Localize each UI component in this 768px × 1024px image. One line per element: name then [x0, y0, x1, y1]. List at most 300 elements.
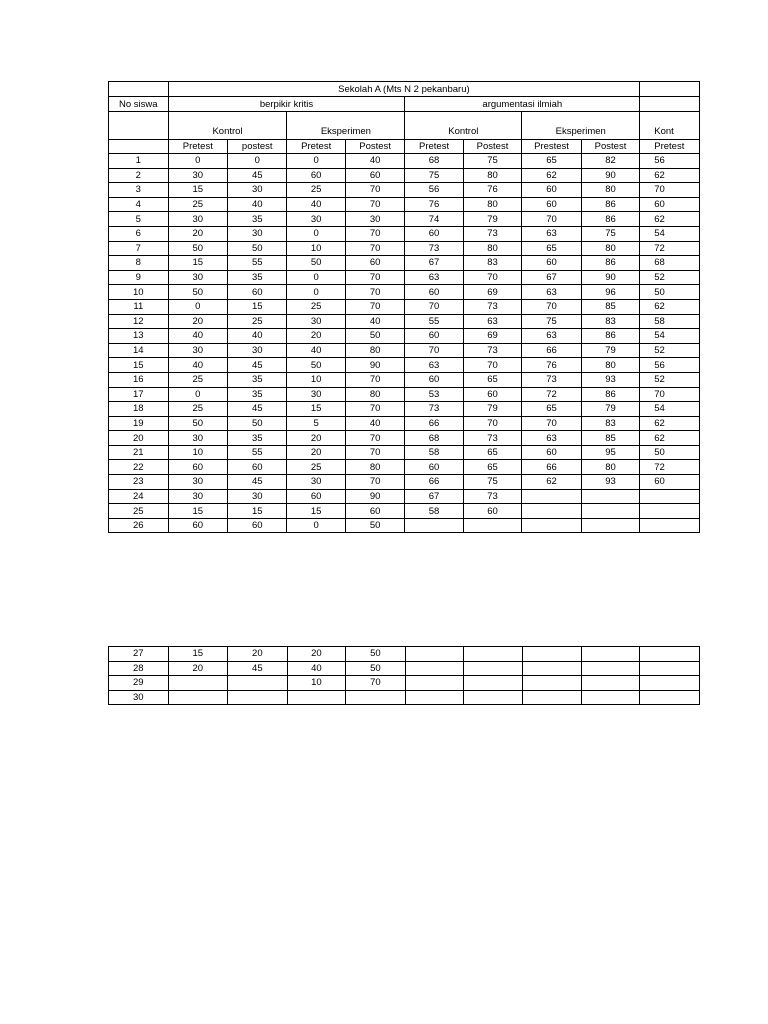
- score-cell[interactable]: 67: [405, 489, 463, 504]
- score-cell[interactable]: [464, 647, 522, 662]
- score-cell[interactable]: 60: [345, 504, 404, 519]
- score-cell[interactable]: 53: [405, 387, 463, 402]
- score-cell[interactable]: 30: [228, 489, 287, 504]
- score-cell[interactable]: 60: [640, 197, 700, 212]
- score-cell[interactable]: 62: [522, 168, 582, 183]
- row-number-cell[interactable]: 27: [109, 647, 169, 662]
- score-cell[interactable]: 45: [228, 168, 287, 183]
- score-cell[interactable]: 63: [522, 285, 582, 300]
- score-cell[interactable]: 75: [463, 475, 521, 490]
- score-cell[interactable]: 80: [463, 168, 521, 183]
- score-cell[interactable]: [522, 504, 582, 519]
- pretest-header[interactable]: Pretest: [287, 140, 345, 154]
- score-cell[interactable]: 40: [228, 329, 287, 344]
- score-cell[interactable]: 72: [640, 460, 700, 475]
- score-cell[interactable]: 25: [287, 183, 345, 198]
- score-cell[interactable]: 25: [287, 460, 345, 475]
- score-cell[interactable]: 93: [581, 475, 639, 490]
- score-cell[interactable]: 50: [345, 518, 404, 533]
- score-cell[interactable]: 30: [287, 212, 345, 227]
- score-cell[interactable]: 70: [522, 299, 582, 314]
- row-number-cell[interactable]: 22: [109, 460, 169, 475]
- score-cell[interactable]: 30: [168, 431, 227, 446]
- score-cell[interactable]: 90: [345, 489, 404, 504]
- row-number-cell[interactable]: 28: [109, 661, 169, 676]
- score-cell[interactable]: [522, 661, 581, 676]
- score-cell[interactable]: 0: [287, 270, 345, 285]
- score-cell[interactable]: 74: [405, 212, 463, 227]
- score-cell[interactable]: 60: [640, 475, 700, 490]
- score-cell[interactable]: 0: [168, 387, 227, 402]
- score-cell[interactable]: 50: [168, 241, 227, 256]
- score-cell[interactable]: 60: [522, 183, 582, 198]
- score-cell[interactable]: 70: [405, 343, 463, 358]
- score-cell[interactable]: 70: [345, 270, 404, 285]
- score-cell[interactable]: 83: [581, 416, 639, 431]
- score-cell[interactable]: 80: [463, 197, 521, 212]
- score-cell[interactable]: [640, 518, 700, 533]
- score-cell[interactable]: 40: [345, 416, 404, 431]
- score-cell[interactable]: 15: [228, 299, 287, 314]
- score-cell[interactable]: 62: [640, 431, 700, 446]
- score-cell[interactable]: 67: [522, 270, 582, 285]
- row-number-cell[interactable]: 17: [109, 387, 169, 402]
- row-number-cell[interactable]: 20: [109, 431, 169, 446]
- score-cell[interactable]: 66: [405, 416, 463, 431]
- score-cell[interactable]: 30: [287, 314, 345, 329]
- score-cell[interactable]: 76: [522, 358, 582, 373]
- score-cell[interactable]: 70: [345, 445, 404, 460]
- score-cell[interactable]: 60: [168, 518, 227, 533]
- score-cell[interactable]: 66: [405, 475, 463, 490]
- score-cell[interactable]: 58: [405, 445, 463, 460]
- score-cell[interactable]: [581, 489, 639, 504]
- score-cell[interactable]: 70: [345, 241, 404, 256]
- row-number-cell[interactable]: 16: [109, 372, 169, 387]
- score-cell[interactable]: [464, 676, 522, 691]
- row-number-cell[interactable]: 24: [109, 489, 169, 504]
- empty-header-cell[interactable]: [109, 140, 169, 154]
- score-cell[interactable]: 69: [463, 329, 521, 344]
- row-number-cell[interactable]: 13: [109, 329, 169, 344]
- empty-header-cell[interactable]: [109, 112, 169, 140]
- score-cell[interactable]: 80: [345, 343, 404, 358]
- score-cell[interactable]: 66: [522, 460, 582, 475]
- score-cell[interactable]: [405, 661, 463, 676]
- berpikir-kritis-header[interactable]: berpikir kritis: [168, 97, 405, 112]
- score-cell[interactable]: 55: [228, 256, 287, 271]
- score-cell[interactable]: 70: [345, 475, 404, 490]
- score-cell[interactable]: 85: [581, 299, 639, 314]
- cut-header-cell[interactable]: [640, 82, 700, 97]
- score-cell[interactable]: 15: [287, 402, 345, 417]
- score-cell[interactable]: 90: [581, 270, 639, 285]
- row-number-cell[interactable]: 19: [109, 416, 169, 431]
- score-cell[interactable]: [168, 676, 228, 691]
- score-cell[interactable]: 60: [405, 329, 463, 344]
- score-cell[interactable]: 56: [640, 358, 700, 373]
- row-number-cell[interactable]: 14: [109, 343, 169, 358]
- corner-cell[interactable]: [109, 82, 169, 97]
- score-cell[interactable]: 68: [405, 431, 463, 446]
- score-cell[interactable]: 76: [463, 183, 521, 198]
- row-number-cell[interactable]: 12: [109, 314, 169, 329]
- score-cell[interactable]: 80: [345, 387, 404, 402]
- score-cell[interactable]: [168, 690, 228, 705]
- score-cell[interactable]: 56: [640, 154, 700, 169]
- score-cell[interactable]: [287, 690, 346, 705]
- score-cell[interactable]: 86: [581, 197, 639, 212]
- score-cell[interactable]: 75: [522, 314, 582, 329]
- score-cell[interactable]: 25: [168, 402, 227, 417]
- score-cell[interactable]: [405, 676, 463, 691]
- score-cell[interactable]: 20: [287, 647, 346, 662]
- score-cell[interactable]: [522, 647, 581, 662]
- row-number-cell[interactable]: 5: [109, 212, 169, 227]
- pretest-header-cut[interactable]: Pretest: [640, 140, 700, 154]
- postest-header[interactable]: Postest: [463, 140, 521, 154]
- score-cell[interactable]: 52: [640, 343, 700, 358]
- score-cell[interactable]: 60: [168, 460, 227, 475]
- score-cell[interactable]: 20: [168, 314, 227, 329]
- score-cell[interactable]: 83: [463, 256, 521, 271]
- score-cell[interactable]: 73: [463, 489, 521, 504]
- score-cell[interactable]: 45: [228, 358, 287, 373]
- score-cell[interactable]: 68: [405, 154, 463, 169]
- score-cell[interactable]: 30: [228, 183, 287, 198]
- row-number-cell[interactable]: 1: [109, 154, 169, 169]
- postest-header[interactable]: Postest: [345, 140, 404, 154]
- score-cell[interactable]: 40: [287, 197, 345, 212]
- score-cell[interactable]: 67: [405, 256, 463, 271]
- score-cell[interactable]: 70: [345, 299, 404, 314]
- row-number-cell[interactable]: 23: [109, 475, 169, 490]
- score-cell[interactable]: 70: [346, 676, 406, 691]
- score-cell[interactable]: [640, 647, 700, 662]
- score-cell[interactable]: 40: [345, 154, 404, 169]
- score-cell[interactable]: 86: [581, 212, 639, 227]
- row-number-cell[interactable]: 21: [109, 445, 169, 460]
- score-cell[interactable]: [640, 504, 700, 519]
- row-number-cell[interactable]: 15: [109, 358, 169, 373]
- score-cell[interactable]: 95: [581, 445, 639, 460]
- score-cell[interactable]: 90: [345, 358, 404, 373]
- score-cell[interactable]: 60: [405, 226, 463, 241]
- score-cell[interactable]: 52: [640, 270, 700, 285]
- score-cell[interactable]: [640, 690, 700, 705]
- argumentasi-ilmiah-header[interactable]: argumentasi ilmiah: [405, 97, 640, 112]
- score-cell[interactable]: 70: [345, 197, 404, 212]
- score-cell[interactable]: 54: [640, 226, 700, 241]
- score-cell[interactable]: 70: [345, 183, 404, 198]
- score-cell[interactable]: 60: [228, 285, 287, 300]
- score-cell[interactable]: 60: [463, 504, 521, 519]
- row-number-cell[interactable]: 8: [109, 256, 169, 271]
- score-cell[interactable]: 60: [228, 460, 287, 475]
- score-cell[interactable]: [464, 690, 522, 705]
- score-cell[interactable]: 50: [287, 358, 345, 373]
- pretest-header[interactable]: Pretest: [168, 140, 227, 154]
- score-cell[interactable]: 65: [463, 460, 521, 475]
- score-cell[interactable]: 62: [522, 475, 582, 490]
- score-cell[interactable]: [581, 504, 639, 519]
- score-cell[interactable]: 82: [581, 154, 639, 169]
- row-number-cell[interactable]: 4: [109, 197, 169, 212]
- score-cell[interactable]: 50: [168, 416, 227, 431]
- score-cell[interactable]: 80: [463, 241, 521, 256]
- score-cell[interactable]: 65: [522, 241, 582, 256]
- score-cell[interactable]: 73: [405, 241, 463, 256]
- score-cell[interactable]: 35: [228, 387, 287, 402]
- score-cell[interactable]: 50: [640, 285, 700, 300]
- row-number-cell[interactable]: 11: [109, 299, 169, 314]
- score-cell[interactable]: 50: [345, 329, 404, 344]
- score-cell[interactable]: 20: [168, 661, 228, 676]
- score-cell[interactable]: [522, 676, 581, 691]
- score-cell[interactable]: 56: [405, 183, 463, 198]
- score-cell[interactable]: 15: [168, 183, 227, 198]
- score-cell[interactable]: 25: [168, 197, 227, 212]
- score-cell[interactable]: 70: [640, 387, 700, 402]
- row-number-cell[interactable]: 10: [109, 285, 169, 300]
- score-cell[interactable]: 50: [640, 445, 700, 460]
- score-cell[interactable]: [405, 518, 463, 533]
- score-cell[interactable]: [581, 690, 639, 705]
- score-cell[interactable]: 73: [463, 343, 521, 358]
- score-cell[interactable]: 0: [287, 518, 345, 533]
- score-cell[interactable]: 20: [228, 647, 288, 662]
- score-cell[interactable]: 63: [522, 329, 582, 344]
- score-cell[interactable]: 40: [345, 314, 404, 329]
- score-cell[interactable]: 80: [581, 460, 639, 475]
- score-cell[interactable]: [640, 661, 700, 676]
- row-number-cell[interactable]: 7: [109, 241, 169, 256]
- score-cell[interactable]: 35: [228, 431, 287, 446]
- score-cell[interactable]: [522, 489, 582, 504]
- score-cell[interactable]: 60: [522, 256, 582, 271]
- score-cell[interactable]: 0: [168, 154, 227, 169]
- score-cell[interactable]: 70: [345, 402, 404, 417]
- score-cell[interactable]: 80: [581, 183, 639, 198]
- row-number-cell[interactable]: 3: [109, 183, 169, 198]
- score-cell[interactable]: 65: [463, 372, 521, 387]
- score-cell[interactable]: 63: [522, 226, 582, 241]
- score-cell[interactable]: 30: [287, 387, 345, 402]
- row-number-cell[interactable]: 26: [109, 518, 169, 533]
- score-cell[interactable]: [522, 690, 581, 705]
- score-cell[interactable]: 35: [228, 270, 287, 285]
- score-cell[interactable]: [463, 518, 521, 533]
- score-cell[interactable]: 80: [581, 241, 639, 256]
- score-cell[interactable]: 62: [640, 416, 700, 431]
- score-cell[interactable]: 60: [522, 197, 582, 212]
- score-cell[interactable]: 70: [345, 226, 404, 241]
- score-cell[interactable]: 55: [405, 314, 463, 329]
- score-cell[interactable]: 60: [463, 387, 521, 402]
- score-cell[interactable]: 73: [463, 299, 521, 314]
- eksperimen-header[interactable]: Eksperimen: [287, 112, 405, 140]
- score-cell[interactable]: 25: [168, 372, 227, 387]
- score-cell[interactable]: 10: [287, 241, 345, 256]
- score-cell[interactable]: 50: [346, 647, 406, 662]
- score-cell[interactable]: 60: [405, 372, 463, 387]
- score-cell[interactable]: 70: [463, 358, 521, 373]
- score-cell[interactable]: 86: [581, 256, 639, 271]
- score-cell[interactable]: 25: [228, 314, 287, 329]
- score-cell[interactable]: [640, 489, 700, 504]
- score-cell[interactable]: 70: [463, 416, 521, 431]
- score-cell[interactable]: 20: [168, 226, 227, 241]
- score-cell[interactable]: 96: [581, 285, 639, 300]
- score-cell[interactable]: 80: [581, 358, 639, 373]
- score-cell[interactable]: 15: [287, 504, 345, 519]
- score-cell[interactable]: 30: [228, 343, 287, 358]
- score-cell[interactable]: 70: [345, 285, 404, 300]
- score-cell[interactable]: 75: [405, 168, 463, 183]
- score-cell[interactable]: 30: [168, 212, 227, 227]
- score-cell[interactable]: 73: [463, 226, 521, 241]
- score-cell[interactable]: 60: [405, 285, 463, 300]
- row-number-cell[interactable]: 29: [109, 676, 169, 691]
- score-cell[interactable]: 79: [463, 212, 521, 227]
- score-cell[interactable]: 62: [640, 168, 700, 183]
- score-cell[interactable]: 40: [287, 661, 346, 676]
- pretest-header[interactable]: Pretest: [405, 140, 463, 154]
- score-cell[interactable]: 15: [168, 504, 227, 519]
- score-cell[interactable]: 10: [287, 372, 345, 387]
- score-cell[interactable]: [405, 690, 463, 705]
- score-cell[interactable]: 5: [287, 416, 345, 431]
- score-cell[interactable]: 85: [581, 431, 639, 446]
- score-cell[interactable]: 62: [640, 212, 700, 227]
- score-cell[interactable]: 0: [287, 226, 345, 241]
- score-cell[interactable]: 73: [405, 402, 463, 417]
- score-cell[interactable]: 45: [228, 475, 287, 490]
- score-cell[interactable]: 0: [287, 154, 345, 169]
- score-cell[interactable]: [464, 661, 522, 676]
- school-a-header[interactable]: Sekolah A (Mts N 2 pekanbaru): [168, 82, 640, 97]
- score-cell[interactable]: 73: [522, 372, 582, 387]
- score-cell[interactable]: 35: [228, 372, 287, 387]
- score-cell[interactable]: 58: [405, 504, 463, 519]
- row-number-cell[interactable]: 18: [109, 402, 169, 417]
- score-cell[interactable]: 75: [581, 226, 639, 241]
- score-cell[interactable]: 63: [405, 358, 463, 373]
- score-cell[interactable]: 76: [405, 197, 463, 212]
- score-cell[interactable]: 40: [168, 358, 227, 373]
- postest-header[interactable]: postest: [228, 140, 287, 154]
- kontrol-header[interactable]: Kontrol: [405, 112, 522, 140]
- score-cell[interactable]: [228, 690, 288, 705]
- score-cell[interactable]: 60: [345, 256, 404, 271]
- kontrol-header[interactable]: Kontrol: [168, 112, 287, 140]
- cut-header-cell[interactable]: [640, 97, 700, 112]
- score-cell[interactable]: 20: [287, 431, 345, 446]
- score-cell[interactable]: 40: [168, 329, 227, 344]
- score-cell[interactable]: 30: [228, 226, 287, 241]
- score-cell[interactable]: 50: [287, 256, 345, 271]
- score-cell[interactable]: 40: [287, 343, 345, 358]
- score-cell[interactable]: 15: [228, 504, 287, 519]
- score-cell[interactable]: 10: [287, 676, 346, 691]
- score-cell[interactable]: [346, 690, 406, 705]
- score-cell[interactable]: 70: [522, 416, 582, 431]
- score-cell[interactable]: 83: [581, 314, 639, 329]
- score-cell[interactable]: 66: [522, 343, 582, 358]
- score-cell[interactable]: 50: [228, 241, 287, 256]
- score-cell[interactable]: 79: [581, 343, 639, 358]
- score-cell[interactable]: [581, 647, 639, 662]
- score-cell[interactable]: 60: [522, 445, 582, 460]
- score-cell[interactable]: 70: [640, 183, 700, 198]
- score-cell[interactable]: 65: [522, 154, 582, 169]
- score-cell[interactable]: 10: [168, 445, 227, 460]
- score-cell[interactable]: 62: [640, 299, 700, 314]
- score-cell[interactable]: [581, 676, 639, 691]
- score-cell[interactable]: 68: [640, 256, 700, 271]
- score-cell[interactable]: 72: [522, 387, 582, 402]
- score-cell[interactable]: 70: [405, 299, 463, 314]
- score-cell[interactable]: 0: [168, 299, 227, 314]
- score-cell[interactable]: 79: [581, 402, 639, 417]
- score-cell[interactable]: 45: [228, 661, 288, 676]
- score-cell[interactable]: 63: [463, 314, 521, 329]
- score-cell[interactable]: 52: [640, 372, 700, 387]
- score-cell[interactable]: [522, 518, 582, 533]
- score-cell[interactable]: 20: [287, 445, 345, 460]
- score-cell[interactable]: 20: [287, 329, 345, 344]
- score-cell[interactable]: 60: [228, 518, 287, 533]
- score-cell[interactable]: 50: [228, 416, 287, 431]
- prestest-header[interactable]: Prestest: [522, 140, 582, 154]
- score-cell[interactable]: 45: [228, 402, 287, 417]
- row-number-cell[interactable]: 25: [109, 504, 169, 519]
- score-cell[interactable]: 35: [228, 212, 287, 227]
- score-cell[interactable]: 80: [345, 460, 404, 475]
- score-cell[interactable]: 25: [287, 299, 345, 314]
- score-cell[interactable]: 30: [168, 168, 227, 183]
- score-cell[interactable]: 86: [581, 387, 639, 402]
- score-cell[interactable]: 30: [287, 475, 345, 490]
- score-cell[interactable]: 40: [228, 197, 287, 212]
- score-cell[interactable]: 60: [345, 168, 404, 183]
- score-cell[interactable]: 30: [168, 475, 227, 490]
- score-cell[interactable]: 75: [463, 154, 521, 169]
- score-cell[interactable]: 79: [463, 402, 521, 417]
- eksperimen-header[interactable]: Eksperimen: [522, 112, 640, 140]
- score-cell[interactable]: 65: [522, 402, 582, 417]
- score-cell[interactable]: 93: [581, 372, 639, 387]
- kontrol-header-cut[interactable]: Kont: [640, 112, 700, 140]
- row-number-cell[interactable]: 30: [109, 690, 169, 705]
- score-cell[interactable]: 54: [640, 329, 700, 344]
- score-cell[interactable]: 58: [640, 314, 700, 329]
- score-cell[interactable]: 70: [345, 372, 404, 387]
- score-cell[interactable]: [405, 647, 463, 662]
- score-cell[interactable]: 30: [168, 343, 227, 358]
- score-cell[interactable]: 63: [522, 431, 582, 446]
- no-siswa-header[interactable]: No siswa: [109, 97, 169, 112]
- score-cell[interactable]: [640, 676, 700, 691]
- score-cell[interactable]: 54: [640, 402, 700, 417]
- score-cell[interactable]: 55: [228, 445, 287, 460]
- score-cell[interactable]: 70: [345, 431, 404, 446]
- score-cell[interactable]: [228, 676, 288, 691]
- score-cell[interactable]: 70: [463, 270, 521, 285]
- score-cell[interactable]: 69: [463, 285, 521, 300]
- score-cell[interactable]: 30: [168, 489, 227, 504]
- score-cell[interactable]: 30: [345, 212, 404, 227]
